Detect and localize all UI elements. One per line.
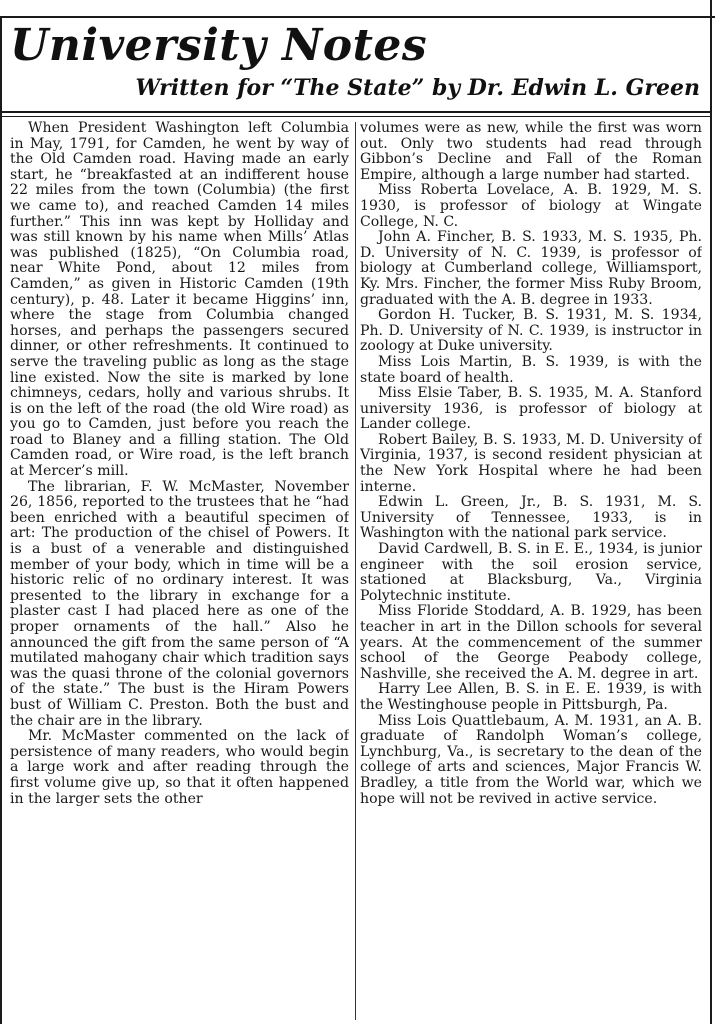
frame-top-border: [0, 16, 715, 18]
alumni-note-bailey: Robert Bailey, B. S. 1933, M. D. University of Virginia, 1937, is second resident physician at the New York Hospital where he had been interne.: [360, 431, 702, 495]
column-divider: [355, 122, 356, 1020]
right-column: [360, 121, 702, 1021]
paragraph-librarian-mcmaster: The librarian, F. W. McMaster, November 26, 1856, reported to the trustees that he “had been enriched with a beautiful specimen of art: The production of the chisel of Powers. It is a bust of a venerable and distinguished member of your body, which in time will be a historic relic of no ordinary interest. It was presented to the library in exchange for a plaster cast I had placed here as one of the proper ornaments of the hall.” Also he announced the gift from the same person of “A mutilated mahogany chair which tradition says was the quasi throne of the colonial governors of the state.” The bust is the Hiram Powers bust of William C. Preston. Both the bust and the chair are in the library.: [10, 478, 349, 729]
left-column: [10, 121, 349, 1021]
alumni-note-allen: Harry Lee Allen, B. S. in E. E. 1939, is with the Westinghouse people in Pittsburgh, Pa.: [360, 681, 702, 713]
alumni-note-cardwell: David Cardwell, B. S. in E. E., 1934, is junior engineer with the soil erosion service, stationed at Blacksburg, Va., Virginia Polytechnic institute.: [360, 541, 702, 604]
alumni-note-fincher: John A. Fincher, B. S. 1933, M. S. 1935, Ph. D. University of N. C. 1939, is professor of biology at Cumberland college, Williamsport, Ky. Mrs. Fincher, the former Miss Ruby Broom, graduated with the A. B. degree in 1933.: [360, 229, 702, 308]
alumni-note-martin: Miss Lois Martin, B. S. 1939, is with the state board of health.: [360, 353, 702, 386]
alumni-note-taber: Miss Elsie Taber, B. S. 1935, M. A. Stanford university 1936, is professor of biology at Lander college.: [360, 385, 702, 433]
alumni-note-quattlebaum: Miss Lois Quattlebaum, A. M. 1931, an A. B. graduate of Randolph Woman’s college, Lynchburg, Va., is secretary to the dean of the college of arts and sciences, Major Francis W. Bradley, a title from the World war, which we hope will not be revived in active service.: [360, 712, 702, 807]
paragraph-readers-persistence: Mr. McMaster commented on the lack of persistence of many readers, who would begin a large work and after reading through the first volume give up, so that it often happened in the larger sets the other: [10, 728, 349, 807]
article-title: University Notes: [10, 20, 428, 71]
alumni-note-green: Edwin L. Green, Jr., B. S. 1931, M. S. University of Tennessee, 1933, is in Washington with the national park service.: [360, 494, 702, 542]
header-rule-thin: [0, 116, 710, 117]
article-byline: Written for “The State” by Dr. Edwin L. Green: [135, 75, 700, 101]
alumni-note-lovelace: Miss Roberta Lovelace, A. B. 1929, M. S. 1930, is professor of biology at Wingate College, N. C.: [360, 182, 702, 230]
paragraph-washington-camden: When President Washington left Columbia in May, 1791, for Camden, he went by way of the Old Camden road. Having made an early start, he “breakfasted at an indifferent house 22 miles from the town (Columbia) (the first we came to), and reached Camden 14 miles further.” This inn was kept by Holliday and was still known by his name when Mills’ Atlas was published (1825), “On Columbia road, near White Pond, about 12 miles from Camden,” as given in Historic Camden (19th century), p. 48. Later it became Higgins’ inn, where the stage from Columbia changed horses, and perhaps the passengers secured dinner, or other refreshments. It continued to serve the traveling public as long as the stage line existed. Now the site is marked by lone chimneys, cedars, holly and various shrubs. It is on the left of the road (the old Wire road) as you go to Camden, just before you reach the road to Blaney and a filling station. The Old Camden road, or Wire road, is the left branch at Mercer’s mill.: [10, 121, 349, 480]
paragraph-continuation: volumes were as new, while the first was worn out. Only two students had read through Gibbon’s Decline and Fall of the Roman Empire, although a large number had started.: [360, 121, 702, 183]
header-rule: [0, 111, 710, 113]
frame-right-border: [710, 0, 712, 1024]
alumni-note-stoddard: Miss Floride Stoddard, A. B. 1929, has been teacher in art in the Dillon schools for several years. At the commencement of the summer school of the George Peabody college, Nashville, she received the A. M. degree in art.: [360, 603, 702, 682]
alumni-note-tucker: Gordon H. Tucker, B. S. 1931, M. S. 1934, Ph. D. University of N. C. 1939, is instructor in zoology at Duke university.: [360, 307, 702, 355]
frame-left-border: [0, 16, 2, 1024]
